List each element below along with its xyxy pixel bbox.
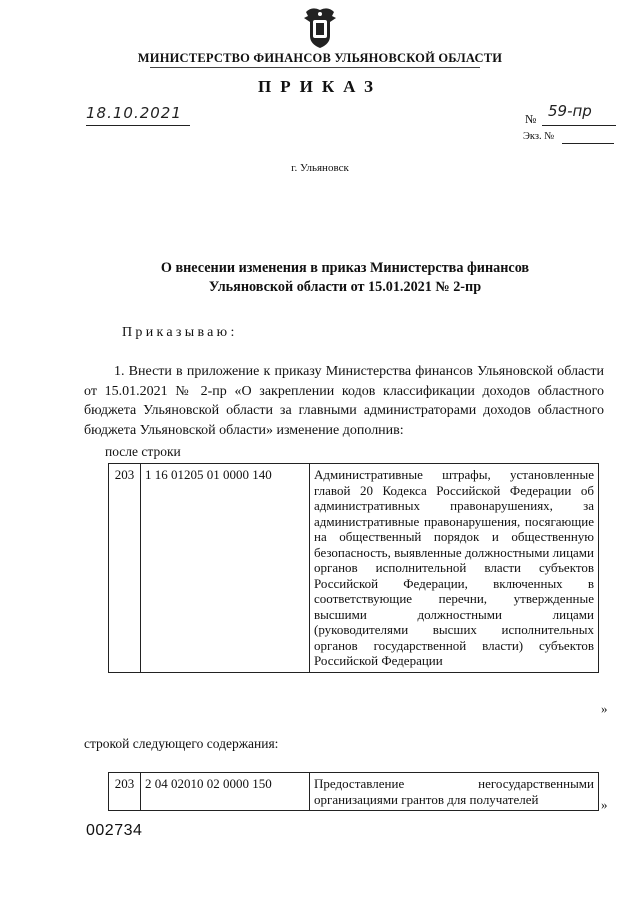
- closing-quote: »: [601, 701, 608, 716]
- date-underline: [86, 125, 190, 126]
- after-row-label: после строки: [105, 444, 181, 459]
- heading-line-1: О внесении изменения в приказ Министерства финансов: [160, 260, 530, 276]
- table-row: [109, 464, 599, 673]
- table-row: [109, 773, 599, 811]
- document-number: 59-пр: [548, 102, 592, 120]
- kbk-cell: 1 16 01205 01 0000 140: [141, 464, 310, 673]
- classification-table-2: [108, 772, 599, 811]
- document-code: 002734: [86, 822, 143, 839]
- closing-quote: »: [601, 797, 608, 812]
- paragraph-1: [84, 362, 604, 440]
- document-date: 18.10.2021: [86, 104, 182, 122]
- admin-code-cell: 203: [109, 773, 141, 811]
- city: г. Ульяновск: [291, 162, 349, 174]
- following-row-label: строкой следующего содержания:: [84, 736, 279, 751]
- document-type: ПРИКАЗ: [258, 77, 382, 96]
- copy-number-underline: [562, 143, 614, 144]
- classification-table-1: [108, 463, 599, 673]
- orders-label: Приказываю:: [122, 325, 238, 340]
- heading-line-2: Ульяновской области от 15.01.2021 № 2-пр: [208, 279, 482, 295]
- number-underline: [542, 125, 616, 126]
- document-heading: [0, 259, 640, 297]
- kbk-cell: 2 04 02010 02 0000 150: [141, 773, 310, 811]
- copy-number-label: Экз. №: [523, 131, 555, 142]
- number-label: №: [525, 112, 537, 126]
- description-cell: Административные штрафы, установленные главой 20 Кодекса Российской Федерации об административных правонарушениях, за административные правонарушения, посягающие на общественный порядок и общественную безопасность, выявленные должностными лицами органов исполнительной власти субъектов Российской Федерации, включенных в соответствующие перечни, утвержденные высшими должностными лицами (руководителями высших исполнительных органов государственной власти) субъектов Российской Федерации: [310, 464, 599, 673]
- admin-code-cell: 203: [109, 464, 141, 673]
- paragraph-1-text: 1. Внести в приложение к приказу Министерства финансов Ульяновской области от 15.01.2021 № 2-пр «О закреплении кодов классификации доходов областного бюджета Ульяновской области за главными администраторами доходов областного бюджета Ульяновской области» изменение дополнив:: [84, 364, 604, 438]
- description-cell: Предоставление негосударственными организациями грантов для получателей: [310, 773, 599, 811]
- coat-of-arms-icon: [300, 6, 340, 50]
- ministry-name: МИНИСТЕРСТВО ФИНАНСОВ УЛЬЯНОВСКОЙ ОБЛАСТИ: [137, 51, 503, 65]
- ministry-underline: [150, 67, 480, 68]
